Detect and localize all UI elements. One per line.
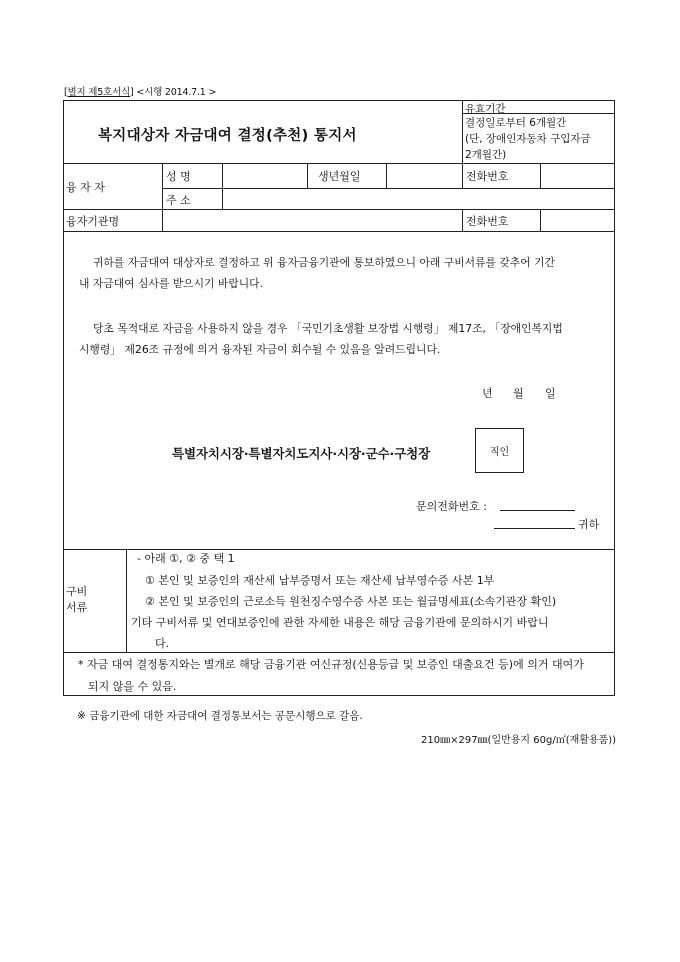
- divider-inst-phone-col: [462, 209, 463, 231]
- notice-para1-line1: 귀하를 자금대여 대상자로 결정하고 위 융자금융기관에 통보하였으니 아래 구비서류를 갖추어 기간: [93, 256, 555, 269]
- inquiry-phone-field[interactable]: [500, 498, 575, 511]
- institution-phone-field[interactable]: [541, 210, 614, 230]
- name-label: 성 명: [166, 170, 191, 183]
- form-title: 복지대상자 자금대여 결정(추천) 통지서: [98, 128, 357, 144]
- issuing-office: 특별자치시장·특별자치도지사·시장·군수·구청장: [172, 446, 431, 461]
- applicant-phone-field[interactable]: [541, 164, 614, 187]
- documents-label-line2: 서류: [66, 601, 88, 614]
- date-month: 월: [513, 387, 524, 400]
- validity-line-2: (단, 장애인자동차 구입자금: [465, 133, 591, 145]
- divider-header: [63, 163, 615, 164]
- form-number-label: [별지 제5호서식] <시행 2014.7.1 >: [64, 87, 217, 98]
- date-day: 일: [545, 387, 556, 400]
- address-field[interactable]: [223, 189, 614, 208]
- divider-title-validity: [462, 100, 463, 164]
- birth-date-field[interactable]: [387, 164, 461, 187]
- notice-para2-line2: 시행령」 제26조 규정에 의거 융자된 자금이 회수될 수 있음을 알려드립니다.: [79, 343, 441, 356]
- notice-para2-line1: 당초 목적대로 자금을 사용하지 않을 경우 「국민기초생활 보장법 시행령」 제17조, 「장애인복지법: [93, 322, 563, 335]
- paper-spec: 210㎜×297㎜(일반용지 60g/㎡(재활용품)): [421, 735, 617, 746]
- documents-other-line2: 다.: [155, 637, 170, 650]
- recipient-name-field[interactable]: [494, 516, 575, 529]
- documents-select-line: - 아래 ①, ② 중 택 1: [137, 552, 235, 565]
- applicant-phone-label: 전화번호: [466, 170, 509, 183]
- official-seal: [475, 428, 524, 473]
- applicant-row-label: 융 자 자: [66, 181, 105, 194]
- institution-label: 융자기관명: [66, 215, 120, 228]
- divider-phone-col: [462, 163, 463, 188]
- address-label: 주 소: [166, 194, 191, 207]
- form-number: 별지 제5호서식: [67, 87, 131, 98]
- documents-label-line1: 구비: [66, 585, 88, 598]
- divider-documents-label: [126, 549, 127, 652]
- date-year: 년: [482, 387, 493, 400]
- effective-date: <시행 2014.7.1 >: [133, 87, 217, 98]
- seal-label: 직인: [489, 447, 510, 458]
- inquiry-phone-label: 문의전화번호 :: [416, 500, 487, 513]
- recipient-suffix: 귀하: [578, 518, 600, 531]
- divider-documents: [63, 652, 615, 653]
- notice-para1-line2: 내 자금대여 심사를 받으시기 바랍니다.: [79, 277, 264, 290]
- validity-line-3: 2개월간): [465, 149, 507, 161]
- divider-institution: [63, 231, 615, 232]
- birth-date-label: 생년월일: [318, 170, 361, 183]
- documents-item-1: ① 본인 및 보증인의 재산세 납부증명서 또는 재산세 납부영수증 사본 1부: [145, 574, 495, 587]
- institution-phone-label: 전화번호: [466, 215, 509, 228]
- validity-label: 유효기간: [465, 103, 506, 115]
- documents-other-line1: 기타 구비서류 및 연대보증인에 관한 자세한 내용은 해당 금융기관에 문의하시기 바랍니: [131, 616, 549, 629]
- bottom-note-line2: 되지 않을 수 있음.: [88, 680, 177, 693]
- footer-note: ※ 금융기관에 대한 자금대여 결정통보서는 공문시행으로 갈음.: [77, 710, 363, 722]
- validity-line-1: 결정일로부터 6개월간: [465, 117, 567, 129]
- bottom-note-line1: * 자금 대여 결정통지와는 별개로 해당 금융기관 여신규정(신용등급 및 보증인 대출요건 등)에 의거 대여가: [78, 658, 584, 671]
- institution-field[interactable]: [163, 210, 461, 230]
- divider-birth-col: [307, 163, 308, 188]
- name-field[interactable]: [223, 164, 306, 187]
- documents-item-2: ② 본인 및 보증인의 근로소득 원천징수영수증 사본 또는 월급명세표(소속기관장 확인): [145, 595, 557, 608]
